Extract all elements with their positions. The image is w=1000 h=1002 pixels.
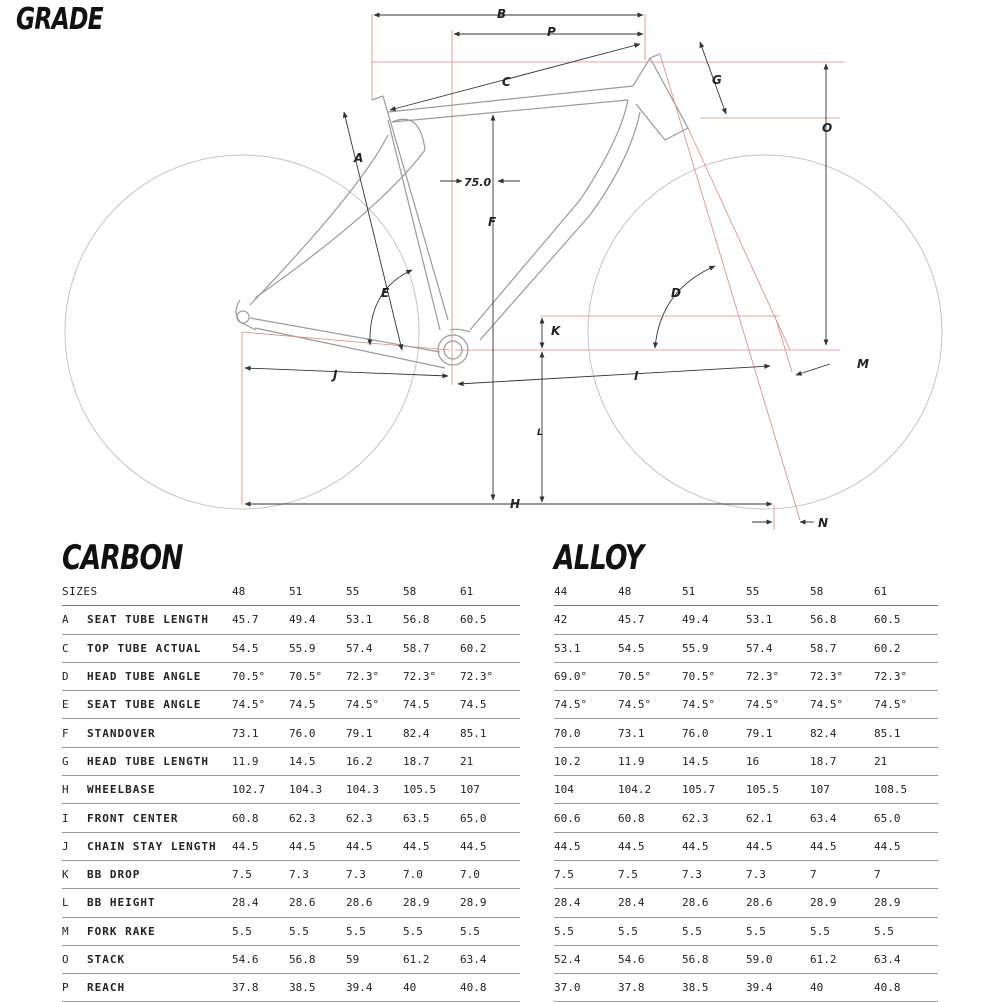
dimension-name: HEAD TUBE ANGLE <box>87 662 232 690</box>
size-header: 61 <box>460 578 520 606</box>
dimension-letter: C <box>62 634 87 662</box>
table-row <box>62 974 520 1002</box>
table-cell: 56.8 <box>682 945 746 973</box>
table-cell: 44.5 <box>232 832 289 860</box>
table-cell: 74.5° <box>682 691 746 719</box>
table-cell: 7.0 <box>460 860 520 888</box>
table-cell: 5.5 <box>403 917 460 945</box>
carbon-header-row <box>62 578 520 606</box>
table-cell: 5.5 <box>874 917 938 945</box>
table-cell: 7.3 <box>346 860 403 888</box>
table-cell: 104.3 <box>289 776 346 804</box>
table-cell: 28.4 <box>618 889 682 917</box>
front-wheel <box>588 155 942 509</box>
table-cell: 105.7 <box>682 776 746 804</box>
table-cell: 44.5 <box>618 832 682 860</box>
table-cell: 37.0 <box>554 974 618 1002</box>
table-cell: 74.5 <box>403 691 460 719</box>
table-cell: 102.7 <box>232 776 289 804</box>
table-row <box>554 634 938 662</box>
table-cell: 5.5 <box>618 917 682 945</box>
table-cell: 63.4 <box>460 945 520 973</box>
dimension-letter: M <box>62 917 87 945</box>
table-cell: 16 <box>746 747 810 775</box>
table-cell: 74.5 <box>460 691 520 719</box>
table-cell: 70.0 <box>554 719 618 747</box>
table-cell: 28.6 <box>289 889 346 917</box>
dimension-letter: O <box>62 945 87 973</box>
table-cell: 57.4 <box>746 634 810 662</box>
table-row <box>62 719 520 747</box>
table-cell: 60.5 <box>460 606 520 634</box>
table-cell: 18.7 <box>403 747 460 775</box>
size-header: 44 <box>554 578 618 606</box>
label-e: E <box>381 286 390 300</box>
table-cell: 40 <box>810 974 874 1002</box>
table-cell: 104.3 <box>346 776 403 804</box>
table-cell: 40 <box>403 974 460 1002</box>
dimension-letter: D <box>62 662 87 690</box>
table-cell: 44.5 <box>460 832 520 860</box>
table-row <box>554 804 938 832</box>
table-cell: 53.1 <box>554 634 618 662</box>
table-cell: 53.1 <box>346 606 403 634</box>
label-l: L <box>537 428 543 438</box>
table-cell: 60.2 <box>460 634 520 662</box>
size-header: 61 <box>874 578 938 606</box>
dimension-name: SEAT TUBE ANGLE <box>87 691 232 719</box>
label-a: A <box>354 151 364 165</box>
table-row <box>62 804 520 832</box>
table-cell: 5.5 <box>554 917 618 945</box>
table-row <box>554 917 938 945</box>
table-cell: 108.5 <box>874 776 938 804</box>
table-cell: 44.5 <box>554 832 618 860</box>
table-cell: 40.8 <box>460 974 520 1002</box>
dimension-arrows <box>245 15 833 522</box>
table-cell: 16.2 <box>346 747 403 775</box>
sizes-label: SIZES <box>62 578 232 606</box>
table-cell: 70.5° <box>289 662 346 690</box>
table-cell: 54.6 <box>232 945 289 973</box>
dimension-letter: A <box>62 606 87 634</box>
table-cell: 74.5° <box>554 691 618 719</box>
table-cell: 28.9 <box>403 889 460 917</box>
table-row <box>62 747 520 775</box>
table-cell: 28.9 <box>460 889 520 917</box>
label-j: J <box>333 368 338 382</box>
dimension-name: REACH <box>87 974 232 1002</box>
table-cell: 74.5° <box>232 691 289 719</box>
table-row <box>554 747 938 775</box>
dimension-letter: P <box>62 974 87 1002</box>
table-cell: 44.5 <box>874 832 938 860</box>
table-row <box>554 974 938 1002</box>
table-cell: 7.5 <box>232 860 289 888</box>
dimension-letter: H <box>62 776 87 804</box>
table-cell: 28.6 <box>346 889 403 917</box>
table-cell: 7.5 <box>618 860 682 888</box>
table-cell: 5.5 <box>232 917 289 945</box>
dimension-name: FRONT CENTER <box>87 804 232 832</box>
table-cell: 5.5 <box>746 917 810 945</box>
page-title: GRADE <box>16 2 103 37</box>
size-header: 58 <box>810 578 874 606</box>
table-cell: 74.5° <box>346 691 403 719</box>
table-cell: 7 <box>874 860 938 888</box>
table-cell: 72.3° <box>746 662 810 690</box>
table-cell: 44.5 <box>403 832 460 860</box>
dimension-letter: L <box>62 889 87 917</box>
table-cell: 56.8 <box>403 606 460 634</box>
table-cell: 5.5 <box>810 917 874 945</box>
table-cell: 74.5° <box>874 691 938 719</box>
label-i: I <box>634 369 639 383</box>
table-cell: 60.5 <box>874 606 938 634</box>
dimension-letter: E <box>62 691 87 719</box>
table-cell: 69.0° <box>554 662 618 690</box>
table-cell: 28.6 <box>682 889 746 917</box>
table-row <box>62 662 520 690</box>
table-cell: 74.5° <box>810 691 874 719</box>
alloy-header-row <box>554 578 938 606</box>
size-header: 55 <box>346 578 403 606</box>
table-cell: 11.9 <box>618 747 682 775</box>
table-cell: 57.4 <box>346 634 403 662</box>
table-row <box>62 691 520 719</box>
table-cell: 60.8 <box>618 804 682 832</box>
label-g: G <box>712 73 722 87</box>
table-cell: 14.5 <box>289 747 346 775</box>
table-cell: 7.5 <box>554 860 618 888</box>
table-cell: 70.5° <box>682 662 746 690</box>
size-header: 51 <box>682 578 746 606</box>
table-row <box>62 917 520 945</box>
table-row <box>554 776 938 804</box>
table-row <box>62 889 520 917</box>
size-header: 48 <box>618 578 682 606</box>
table-cell: 72.3° <box>346 662 403 690</box>
dimension-letter: G <box>62 747 87 775</box>
table-cell: 54.5 <box>232 634 289 662</box>
table-cell: 72.3° <box>403 662 460 690</box>
table-cell: 79.1 <box>346 719 403 747</box>
table-cell: 79.1 <box>746 719 810 747</box>
dimension-letter: F <box>62 719 87 747</box>
table-cell: 5.5 <box>346 917 403 945</box>
table-cell: 21 <box>460 747 520 775</box>
table-cell: 65.0 <box>460 804 520 832</box>
table-cell: 28.9 <box>874 889 938 917</box>
bike-frame <box>236 54 688 368</box>
table-cell: 49.4 <box>289 606 346 634</box>
table-cell: 58.7 <box>403 634 460 662</box>
table-cell: 10.2 <box>554 747 618 775</box>
dimension-name: SEAT TUBE LENGTH <box>87 606 232 634</box>
table-cell: 38.5 <box>289 974 346 1002</box>
table-cell: 60.6 <box>554 804 618 832</box>
label-h: H <box>510 497 521 511</box>
table-row <box>62 860 520 888</box>
label-d: D <box>671 286 681 300</box>
table-cell: 58.7 <box>810 634 874 662</box>
table-cell: 60.8 <box>232 804 289 832</box>
table-row <box>62 634 520 662</box>
table-cell: 65.0 <box>874 804 938 832</box>
table-cell: 56.8 <box>810 606 874 634</box>
table-row <box>554 606 938 634</box>
size-header: 58 <box>403 578 460 606</box>
table-row <box>554 945 938 973</box>
carbon-geometry-table <box>62 578 520 1002</box>
table-cell: 7 <box>810 860 874 888</box>
table-cell: 5.5 <box>460 917 520 945</box>
dimension-name: CHAIN STAY LENGTH <box>87 832 232 860</box>
table-row <box>62 606 520 634</box>
table-cell: 52.4 <box>554 945 618 973</box>
table-cell: 54.5 <box>618 634 682 662</box>
table-cell: 7.3 <box>289 860 346 888</box>
table-row <box>554 662 938 690</box>
table-cell: 45.7 <box>232 606 289 634</box>
table-cell: 104 <box>554 776 618 804</box>
table-cell: 76.0 <box>682 719 746 747</box>
table-cell: 85.1 <box>874 719 938 747</box>
size-header: 48 <box>232 578 289 606</box>
table-cell: 107 <box>810 776 874 804</box>
carbon-section-title: CARBON <box>62 538 183 578</box>
table-cell: 5.5 <box>289 917 346 945</box>
table-row <box>554 860 938 888</box>
table-row <box>554 719 938 747</box>
table-row <box>62 776 520 804</box>
alloy-geometry-table <box>554 578 938 1002</box>
size-header: 51 <box>289 578 346 606</box>
table-cell: 62.3 <box>289 804 346 832</box>
table-cell: 44.5 <box>289 832 346 860</box>
table-cell: 59.0 <box>746 945 810 973</box>
dimension-letter: I <box>62 804 87 832</box>
table-cell: 39.4 <box>346 974 403 1002</box>
table-cell: 44.5 <box>346 832 403 860</box>
table-cell: 62.1 <box>746 804 810 832</box>
table-cell: 63.5 <box>403 804 460 832</box>
table-cell: 56.8 <box>289 945 346 973</box>
table-cell: 104.2 <box>618 776 682 804</box>
table-cell: 37.8 <box>618 974 682 1002</box>
table-cell: 70.5° <box>618 662 682 690</box>
label-seat-angle: 75.0 <box>464 176 492 189</box>
table-cell: 44.5 <box>682 832 746 860</box>
table-cell: 14.5 <box>682 747 746 775</box>
dimension-name: FORK RAKE <box>87 917 232 945</box>
dimension-name: WHEELBASE <box>87 776 232 804</box>
table-cell: 28.4 <box>554 889 618 917</box>
dimension-letter: K <box>62 860 87 888</box>
alloy-section-title: ALLOY <box>554 538 644 578</box>
label-c: C <box>502 75 511 89</box>
table-cell: 70.5° <box>232 662 289 690</box>
table-cell: 21 <box>874 747 938 775</box>
dimension-name: STACK <box>87 945 232 973</box>
label-b: B <box>497 7 507 21</box>
dimension-name: HEAD TUBE LENGTH <box>87 747 232 775</box>
dimension-name: BB DROP <box>87 860 232 888</box>
table-row <box>554 889 938 917</box>
table-cell: 59 <box>346 945 403 973</box>
table-cell: 73.1 <box>232 719 289 747</box>
table-cell: 5.5 <box>682 917 746 945</box>
table-cell: 44.5 <box>810 832 874 860</box>
table-cell: 105.5 <box>746 776 810 804</box>
table-cell: 54.6 <box>618 945 682 973</box>
table-cell: 61.2 <box>403 945 460 973</box>
table-cell: 28.4 <box>232 889 289 917</box>
table-cell: 55.9 <box>682 634 746 662</box>
table-cell: 53.1 <box>746 606 810 634</box>
table-cell: 76.0 <box>289 719 346 747</box>
table-cell: 82.4 <box>403 719 460 747</box>
table-cell: 7.0 <box>403 860 460 888</box>
table-cell: 74.5° <box>746 691 810 719</box>
table-cell: 38.5 <box>682 974 746 1002</box>
table-cell: 63.4 <box>810 804 874 832</box>
table-cell: 72.3° <box>460 662 520 690</box>
table-cell: 11.9 <box>232 747 289 775</box>
dimension-letter: J <box>62 832 87 860</box>
table-cell: 37.8 <box>232 974 289 1002</box>
table-cell: 74.5 <box>289 691 346 719</box>
table-cell: 44.5 <box>746 832 810 860</box>
table-cell: 39.4 <box>746 974 810 1002</box>
table-cell: 72.3° <box>874 662 938 690</box>
table-cell: 85.1 <box>460 719 520 747</box>
table-cell: 60.2 <box>874 634 938 662</box>
table-cell: 49.4 <box>682 606 746 634</box>
table-cell: 62.3 <box>682 804 746 832</box>
table-cell: 7.3 <box>682 860 746 888</box>
table-row <box>554 832 938 860</box>
table-cell: 28.6 <box>746 889 810 917</box>
table-cell: 55.9 <box>289 634 346 662</box>
table-cell: 82.4 <box>810 719 874 747</box>
table-cell: 107 <box>460 776 520 804</box>
size-header: 55 <box>746 578 810 606</box>
table-cell: 7.3 <box>746 860 810 888</box>
table-cell: 45.7 <box>618 606 682 634</box>
table-cell: 61.2 <box>810 945 874 973</box>
table-cell: 62.3 <box>346 804 403 832</box>
table-cell: 18.7 <box>810 747 874 775</box>
table-cell: 73.1 <box>618 719 682 747</box>
table-cell: 28.9 <box>810 889 874 917</box>
table-cell: 74.5° <box>618 691 682 719</box>
label-o: O <box>822 121 833 135</box>
table-row <box>62 945 520 973</box>
label-n: N <box>818 516 829 530</box>
dimension-name: TOP TUBE ACTUAL <box>87 634 232 662</box>
table-cell: 42 <box>554 606 618 634</box>
label-k: K <box>551 324 561 338</box>
label-f: F <box>488 215 497 229</box>
dimension-name: STANDOVER <box>87 719 232 747</box>
table-cell: 40.8 <box>874 974 938 1002</box>
reference-lines <box>242 14 845 530</box>
table-cell: 72.3° <box>810 662 874 690</box>
label-m: M <box>857 357 869 371</box>
table-row <box>554 691 938 719</box>
table-row <box>62 832 520 860</box>
dimension-name: BB HEIGHT <box>87 889 232 917</box>
label-p: P <box>547 25 556 39</box>
table-cell: 63.4 <box>874 945 938 973</box>
table-cell: 105.5 <box>403 776 460 804</box>
